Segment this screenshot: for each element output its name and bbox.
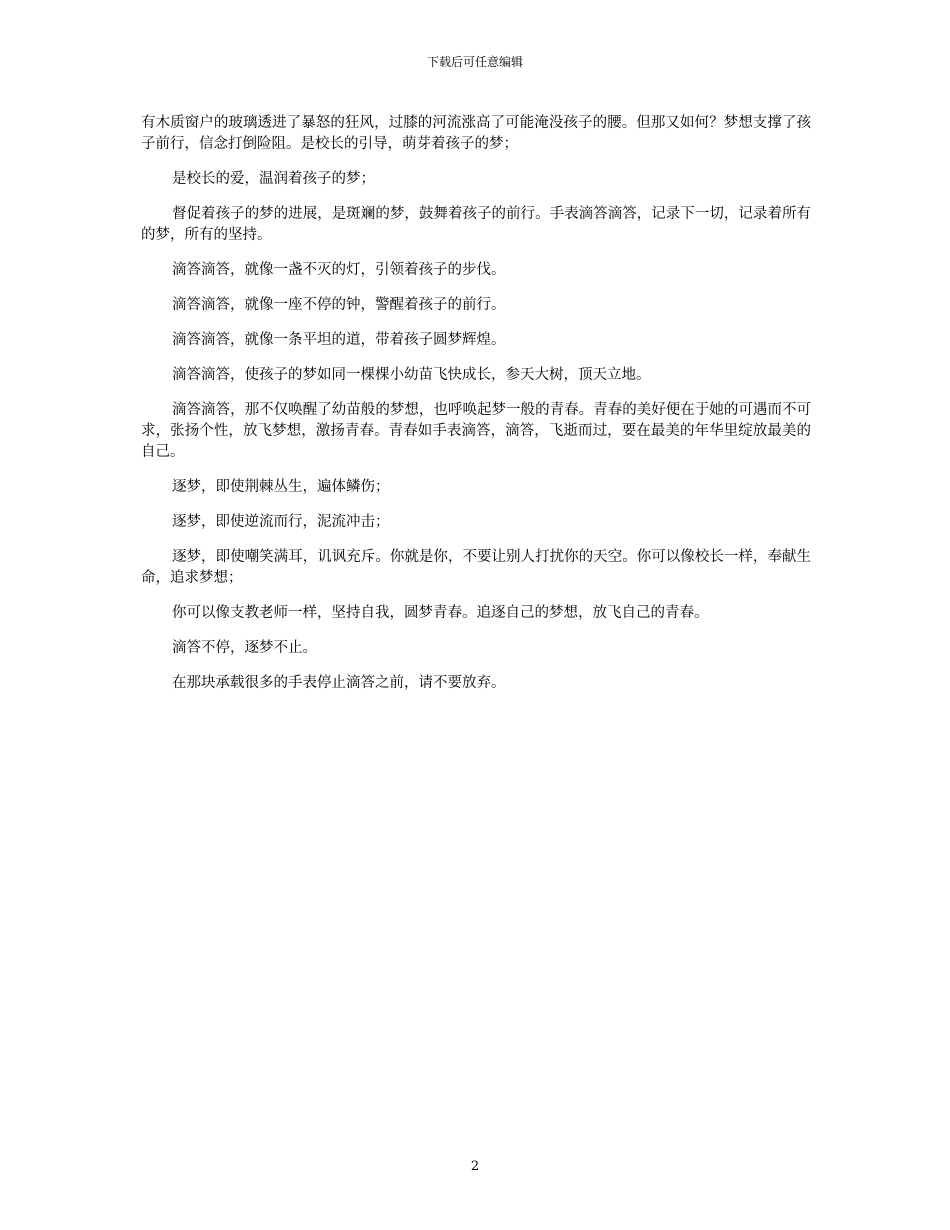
page-number: 2	[470, 1159, 480, 1174]
paragraph-12: 你可以像支教老师一样，坚持自我，圆梦青春。追逐自己的梦想，放飞自己的青春。	[172, 605, 709, 621]
paragraph-5: 滴答滴答，就像一座不停的钟，警醒着孩子的前行。	[172, 297, 506, 313]
paragraph-10: 逐梦，即使逆流而行，泥流冲击；	[172, 514, 390, 530]
paragraph-8: 滴答滴答，那不仅唤醒了幼苗般的梦想，也呼唤起梦一般的青春。青春的美好便在于她的可遇而不可求，张扬个性，放飞梦想，激扬青春。青春如手表滴答，滴答，飞逝而过，要在最美的年华里绽放最美的自己。	[141, 402, 811, 460]
paragraph-13: 滴答不停，逐梦不止。	[172, 640, 317, 656]
paragraph-7: 滴答滴答，使孩子的梦如同一棵棵小幼苗飞快成长，参天大树，顶天立地。	[172, 367, 651, 383]
paragraph-11: 逐梦，即使嘲笑满耳，讥讽充斥。你就是你，不要让别人打扰你的天空。你可以像校长一样，奉献生命，追求梦想；	[141, 549, 811, 586]
paragraph-9: 逐梦，即使荆棘丛生，遍体鳞伤；	[172, 479, 390, 495]
document-body	[141, 113, 811, 708]
paragraph-6: 滴答滴答，就像一条平坦的道，带着孩子圆梦辉煌。	[172, 332, 506, 348]
paragraph-14: 在那块承载很多的手表停止滴答之前，请不要放弃。	[172, 675, 506, 691]
paragraph-1: 有木质窗户的玻璃透进了暴怒的狂风，过膝的河流涨高了可能淹没孩子的腰。但那又如何？梦想支撑了孩子前行，信念打倒险阻。是校长的引导，萌芽着孩子的梦；	[141, 115, 811, 152]
page-header: 下载后可任意编辑	[426, 55, 523, 69]
paragraph-3: 督促着孩子的梦的进展，是斑斓的梦，鼓舞着孩子的前行。手表滴答滴答，记录下一切，记录着所有的梦，所有的坚持。	[141, 206, 811, 243]
paragraph-4: 滴答滴答，就像一盏不灭的灯，引领着孩子的步伐。	[172, 262, 506, 278]
paragraph-2: 是校长的爱，温润着孩子的梦；	[172, 171, 375, 187]
